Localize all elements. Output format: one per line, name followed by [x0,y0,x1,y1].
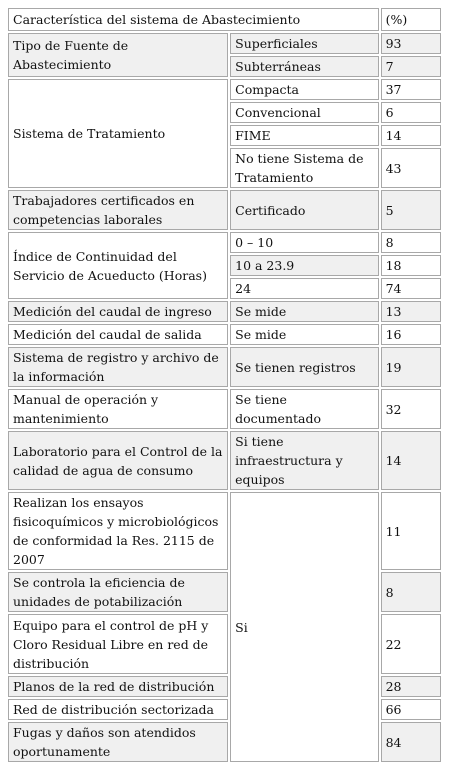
percent-cell: 18 [381,255,441,276]
table-row [8,33,441,54]
table-row [8,389,441,429]
option-cell: 24 [230,278,378,299]
percent-cell: 14 [381,431,441,490]
option-cell: No tiene Sistema de Tratamiento [230,148,378,188]
percent-cell: 93 [381,33,441,54]
table-row [8,347,441,387]
table-row [8,232,441,253]
option-cell: Se tienen registros [230,347,378,387]
percent-cell: 43 [381,148,441,188]
percent-cell: 22 [381,614,441,674]
option-cell: 0 – 10 [230,232,378,253]
row-label-trabajadores: Trabajadores certificados en competencias laborales [8,190,228,230]
option-cell: Si tiene infraestructura y equipos [230,431,378,490]
row-label-eficiencia: Se controla la eficiencia de unidades de potabilización [8,572,228,612]
option-cell: FIME [230,125,378,146]
row-label-equipo-ph: Equipo para el control de pH y Cloro Residual Libre en red de distribución [8,614,228,674]
table-row [8,492,441,570]
row-label-fugas: Fugas y daños son atendidos oportunamente [8,722,228,762]
option-cell: Superficiales [230,33,378,54]
row-label-sectorizada: Red de distribución sectorizada [8,699,228,720]
table-row [8,431,441,490]
option-cell: Se mide [230,324,378,345]
percent-cell: 6 [381,102,441,123]
row-label-tratamiento: Sistema de Tratamiento [8,79,228,188]
row-label-fuente: Tipo de Fuente de Abastecimiento [8,33,228,77]
percent-cell: 8 [381,572,441,612]
row-label-continuidad: Índice de Continuidad del Servicio de Acueducto (Horas) [8,232,228,299]
percent-cell: 16 [381,324,441,345]
option-cell: Convencional [230,102,378,123]
option-cell: Certificado [230,190,378,230]
option-cell: Se mide [230,301,378,322]
table-row [8,301,441,322]
option-cell: Subterráneas [230,56,378,77]
percent-cell: 19 [381,347,441,387]
percent-cell: 32 [381,389,441,429]
percent-cell: 28 [381,676,441,697]
percent-cell: 66 [381,699,441,720]
row-label-caudal-salida: Medición del caudal de salida [8,324,228,345]
option-cell: Se tiene documentado [230,389,378,429]
header-characteristic: Característica del sistema de Abastecimiento [8,8,379,31]
percent-cell: 7 [381,56,441,77]
row-label-planos: Planos de la red de distribución [8,676,228,697]
row-label-ensayos: Realizan los ensayos fisicoquímicos y microbiológicos de conformidad la Res. 2115 de 2007 [8,492,228,570]
percent-cell: 74 [381,278,441,299]
abastecimiento-table [6,6,443,764]
header-percent: (%) [381,8,441,31]
percent-cell: 11 [381,492,441,570]
percent-cell: 8 [381,232,441,253]
option-cell: 10 a 23.9 [230,255,378,276]
row-label-caudal-ingreso: Medición del caudal de ingreso [8,301,228,322]
header-row [8,8,441,31]
option-cell-si: Si [230,492,378,762]
percent-cell: 13 [381,301,441,322]
row-label-manual: Manual de operación y mantenimiento [8,389,228,429]
table-row [8,79,441,100]
row-label-laboratorio: Laboratorio para el Control de la calidad de agua de consumo [8,431,228,490]
table-row [8,190,441,230]
percent-cell: 14 [381,125,441,146]
option-cell: Compacta [230,79,378,100]
percent-cell: 84 [381,722,441,762]
percent-cell: 5 [381,190,441,230]
row-label-registro: Sistema de registro y archivo de la información [8,347,228,387]
percent-cell: 37 [381,79,441,100]
table-row [8,324,441,345]
